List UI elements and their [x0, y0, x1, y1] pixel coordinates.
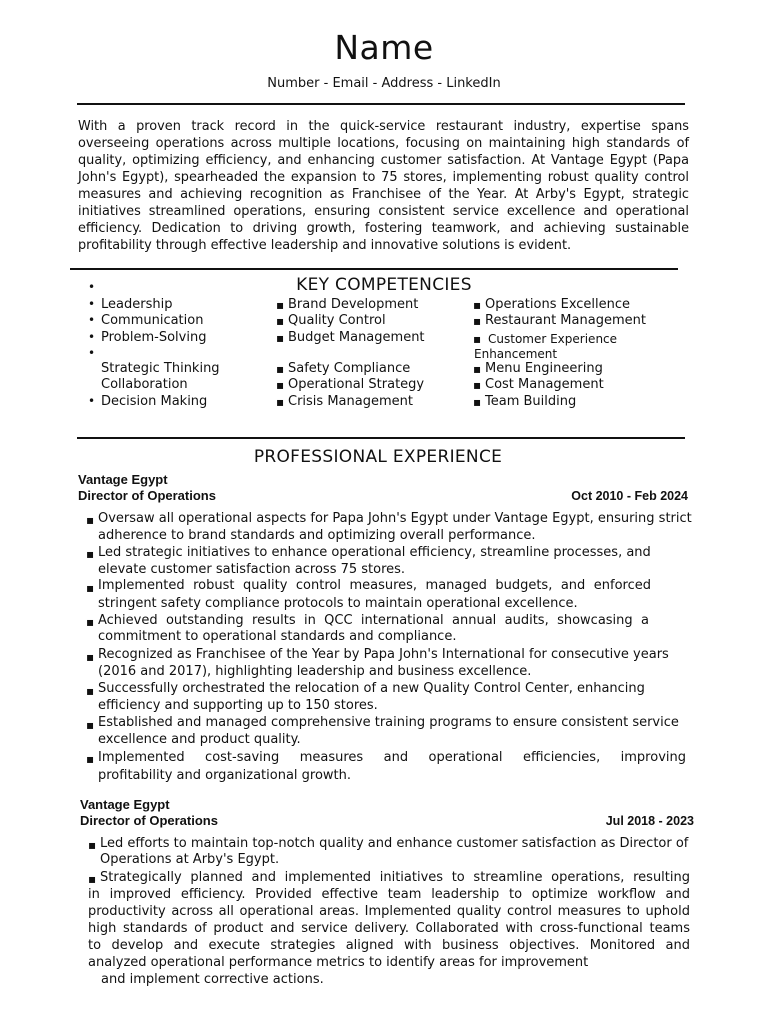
- bullet-dot: ▪: [276, 331, 285, 345]
- job-bullet: Established and managed comprehensive training programs to ensure consistent service: [98, 715, 679, 730]
- job-paragraph-line: productivity across all operational areas. Implemented quality control measures to uphold: [88, 904, 690, 919]
- bullet-dot: ▪: [88, 872, 97, 886]
- bullet-dot: ▪: [86, 615, 95, 629]
- job-bullet: Led efforts to maintain top-notch quality and enhance customer satisfaction as Director of: [100, 836, 689, 851]
- bullet-dot: •: [88, 394, 96, 408]
- competency-item: Team Building: [485, 394, 577, 409]
- job-bullet-cont: adherence to brand standards and optimizing overall performance.: [98, 528, 536, 543]
- bullet-dot: ▪: [86, 513, 95, 527]
- bullet-dot: ▪: [276, 298, 285, 312]
- competencies-divider: [77, 437, 685, 439]
- job-bullet: Oversaw all operational aspects for Papa John's Egypt under Vantage Egypt, ensuring strict: [98, 511, 692, 526]
- competency-item: Restaurant Management: [485, 313, 646, 328]
- job-bullet-cont: Operations at Arby's Egypt.: [100, 852, 280, 867]
- competency-item: Crisis Management: [288, 394, 413, 409]
- competency-item: Brand Development: [288, 297, 419, 312]
- bullet-dot: ▪: [86, 718, 95, 732]
- bullet-dot: ▪: [86, 684, 95, 698]
- job-paragraph-line: high standards of product and service delivery. Collaborated with cross-functional teams: [88, 921, 690, 936]
- competency-item: Operations Excellence: [485, 297, 631, 312]
- bullet-dot: •: [88, 313, 96, 327]
- job-bullet-cont: stringent safety compliance protocols to maintain operational excellence.: [98, 596, 578, 611]
- job-bullet-cont: excellence and product quality.: [98, 732, 301, 747]
- professional-summary: With a proven track record in the quick-service restaurant industry, expertise spans overseeing operations across multiple locations, focusing on maintaining high standards of quality, optimizing efficiency, and enhancing customer satisfaction. At Vantage Egypt (Papa John's Egypt), spearheaded the expansion to 75 stores, implementing robust quality control measures and achieving recognition as Franchisee of the Year. At Arby's Egypt, strategic initiatives streamlined operations, ensuring consistent service excellence and operational efficiency. Dedication to driving growth, fostering teamwork, and achieving sustainable profitability through effective leadership and innovative solutions is evident.: [78, 119, 689, 253]
- competency-item: Collaboration: [101, 377, 188, 392]
- bullet-dot: ▪: [473, 378, 482, 392]
- job-paragraph-line: Strategically planned and implemented initiatives to streamline operations, resulting: [100, 870, 690, 885]
- competency-item: Menu Engineering: [485, 361, 603, 376]
- experience-heading: PROFESSIONAL EXPERIENCE: [253, 447, 503, 467]
- job-paragraph-line: and implement corrective actions.: [101, 972, 324, 987]
- header-divider: [77, 103, 685, 105]
- competency-item: Cost Management: [485, 377, 604, 392]
- job-bullet: Implemented cost-saving measures and operational efficiencies, improving: [98, 750, 686, 765]
- resume-name: Name: [334, 28, 434, 67]
- competency-item: Strategic Thinking: [101, 361, 220, 376]
- bullet-dot: ▪: [276, 395, 285, 409]
- job-dates: Oct 2010 - Feb 2024: [571, 489, 688, 503]
- bullet-dot: •: [88, 346, 96, 360]
- competency-item: Customer Experience: [488, 332, 618, 346]
- competency-item: Safety Compliance: [288, 361, 411, 376]
- competency-item: Quality Control: [288, 313, 386, 328]
- job-paragraph-line: in improved efficiency. Provided effective team leadership to optimize workflow and: [88, 887, 690, 902]
- job-bullet: Led strategic initiatives to enhance operational efficiency, streamline processes, and: [98, 545, 651, 560]
- job-bullet-cont: elevate customer satisfaction across 75 stores.: [98, 562, 406, 577]
- bullet-dot: ▪: [473, 332, 482, 346]
- competency-item: Problem-Solving: [101, 330, 207, 345]
- bullet-dot: ▪: [473, 395, 482, 409]
- competency-item: Decision Making: [101, 394, 208, 409]
- bullet-dot: ▪: [473, 298, 482, 312]
- job-company: Vantage Egypt: [80, 797, 170, 812]
- bullet-dot: ▪: [473, 362, 482, 376]
- job-dates: Jul 2018 - 2023: [605, 814, 694, 828]
- summary-divider: [70, 268, 678, 270]
- job-bullet-cont: efficiency and supporting up to 150 stores.: [98, 698, 378, 713]
- bullet-dot: •: [88, 280, 96, 294]
- competency-item: Budget Management: [288, 330, 425, 345]
- bullet-dot: ▪: [86, 581, 95, 595]
- competency-item: Operational Strategy: [288, 377, 425, 392]
- bullet-dot: •: [88, 330, 96, 344]
- competencies-heading: KEY COMPETENCIES: [296, 275, 472, 295]
- job-bullet-cont: profitability and organizational growth.: [98, 768, 352, 783]
- bullet-dot: •: [88, 297, 96, 311]
- bullet-dot: ▪: [86, 752, 95, 766]
- competency-item: Leadership: [101, 297, 173, 312]
- bullet-dot: ▪: [86, 547, 95, 561]
- job-paragraph-line: analyzed operational performance metrics to identify areas for improvement: [88, 955, 589, 970]
- job-bullet-cont: commitment to operational standards and compliance.: [98, 629, 457, 644]
- contact-line: Number - Email - Address - LinkedIn: [267, 76, 501, 91]
- competency-item: Enhancement: [474, 347, 558, 361]
- bullet-dot: ▪: [276, 362, 285, 376]
- bullet-dot: ▪: [473, 314, 482, 328]
- bullet-dot: ▪: [276, 378, 285, 392]
- job-title: Director of Operations: [78, 488, 216, 503]
- job-bullet: Achieved outstanding results in QCC international annual audits, showcasing a: [98, 613, 649, 628]
- job-bullet: Recognized as Franchisee of the Year by Papa John's International for consecutive years: [98, 647, 669, 662]
- bullet-dot: ▪: [88, 838, 97, 852]
- job-company: Vantage Egypt: [78, 472, 168, 487]
- competency-item: Communication: [101, 313, 204, 328]
- bullet-dot: ▪: [86, 650, 95, 664]
- job-bullet-cont: (2016 and 2017), highlighting leadership and business excellence.: [98, 664, 532, 679]
- job-bullet: Implemented robust quality control measures, managed budgets, and enforced: [98, 578, 651, 593]
- job-paragraph-line: to develop and execute strategies aligned with business objectives. Monitored and: [88, 938, 690, 953]
- job-bullet: Successfully orchestrated the relocation of a new Quality Control Center, enhancing: [98, 681, 645, 696]
- bullet-dot: ▪: [276, 314, 285, 328]
- job-title: Director of Operations: [80, 813, 218, 828]
